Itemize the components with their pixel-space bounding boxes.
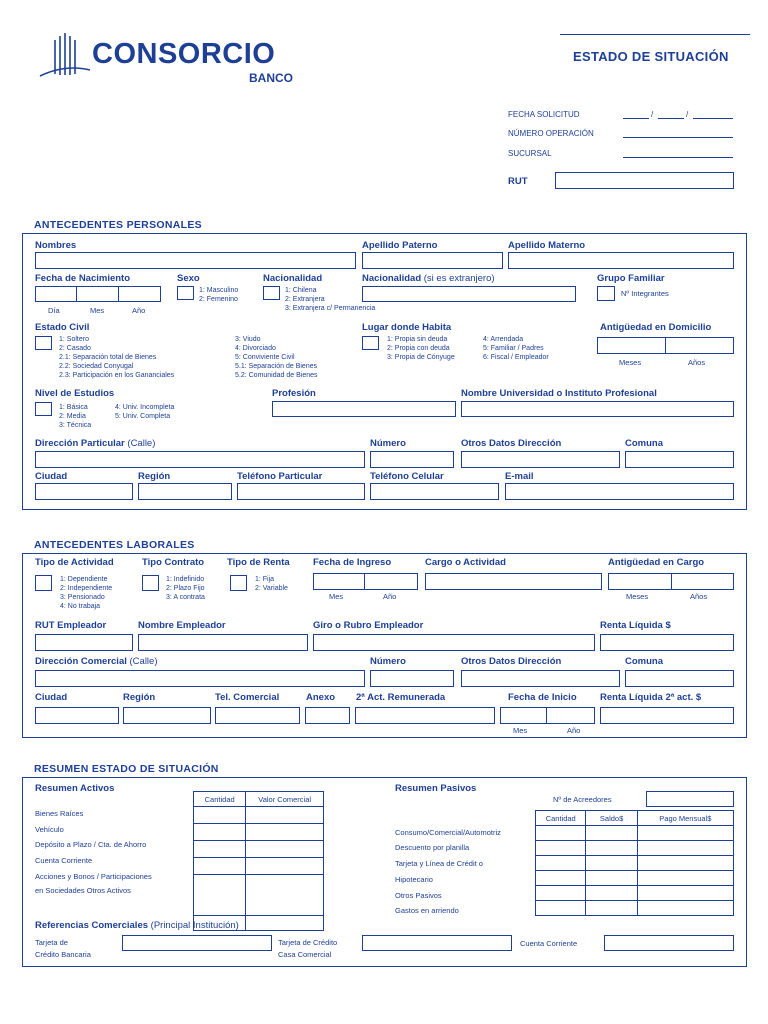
numero-dir-field[interactable] <box>370 451 454 468</box>
giro-label: Giro o Rubro Empleador <box>313 620 424 631</box>
tarjeta-bancaria-field[interactable] <box>122 935 272 951</box>
giro-field[interactable] <box>313 634 595 651</box>
activos-cell[interactable] <box>194 824 246 841</box>
fecha-year-line[interactable] <box>693 118 733 119</box>
tel-particular-label: Teléfono Particular <box>237 471 323 482</box>
apellido-paterno-label: Apellido Paterno <box>362 240 438 251</box>
tipo-actividad-field[interactable] <box>35 575 52 591</box>
nombres-field[interactable] <box>35 252 356 269</box>
universidad-field[interactable] <box>461 401 734 417</box>
cargo-meses-label: Meses <box>626 592 649 601</box>
tel-celular-field[interactable] <box>370 483 499 500</box>
activos-col-valor: Valor Comercial <box>246 792 324 807</box>
nivel-options-1: 1: Básica 2: Media 3: Técnica <box>59 404 92 429</box>
tipo-renta-label: Tipo de Renta <box>227 557 290 568</box>
tipo-actividad-label: Tipo de Actividad <box>35 557 114 568</box>
pasivos-cell[interactable] <box>586 856 637 871</box>
pasivos-cell[interactable] <box>637 856 733 871</box>
tipo-contrato-field[interactable] <box>142 575 159 591</box>
sexo-options: 1: Masculino 2: Femenino <box>199 287 239 303</box>
fecha-sep-2: / <box>686 110 689 119</box>
activos-cell[interactable] <box>246 858 324 875</box>
nivel-options-2: 4: Univ. Incompleta 5: Univ. Completa <box>115 404 175 420</box>
pasivo-descuento: Descuento por planilla <box>395 843 470 852</box>
antig-cargo-label: Antigüedad en Cargo <box>608 557 705 568</box>
dia-label: Día <box>48 306 60 315</box>
fecha-nac-dia-field[interactable] <box>35 286 77 302</box>
cargo-label: Cargo o Actividad <box>425 557 506 568</box>
estado-civil-options-2: 3: Viudo 4: Divorciado 5: Conviviente Civil 5.1: Separación de Bienes 5.2: Comunidad de Bienes <box>235 336 318 379</box>
renta2-field[interactable] <box>600 707 734 724</box>
antig-cargo-meses-field[interactable] <box>608 573 672 590</box>
dir-comercial-field[interactable] <box>35 670 365 687</box>
region-com-field[interactable] <box>123 707 211 724</box>
tel-comercial-label: Tel. Comercial <box>215 692 280 703</box>
cuenta-corriente-field[interactable] <box>604 935 734 951</box>
ingreso-mes-label: Mes <box>329 592 344 601</box>
dir-comercial-label: Dirección Comercial <box>35 656 127 667</box>
antiguedad-meses-field[interactable] <box>597 337 666 354</box>
pasivos-cell[interactable] <box>536 826 586 841</box>
lugar-label: Lugar donde Habita <box>362 322 452 333</box>
antiguedad-anos-field[interactable] <box>665 337 734 354</box>
anexo-field[interactable] <box>305 707 350 724</box>
act2-field[interactable] <box>355 707 495 724</box>
numero-com-field[interactable] <box>370 670 454 687</box>
pasivos-cell[interactable] <box>536 901 586 916</box>
email-field[interactable] <box>505 483 734 500</box>
sucursal-label: SUCURSAL <box>508 149 552 158</box>
activo-otros: en Sociedades Otros Activos <box>35 886 131 895</box>
lugar-options-1: 1: Propia sin deuda 2: Propia con deuda 3: Propia de Cónyuge <box>387 336 455 361</box>
consorcio-logo-icon <box>38 30 93 80</box>
pasivos-cell[interactable] <box>536 841 586 856</box>
activos-cell[interactable] <box>246 875 324 916</box>
estado-civil-options-1: 1: Soltero 2: Casado 2.1: Separación total de Bienes 2.2: Sociedad Conyugal 2.3: Participación en los Gananciales <box>59 336 175 379</box>
cuenta-corriente-label: Cuenta Corriente <box>520 939 578 948</box>
comuna-label: Comuna <box>625 438 663 449</box>
activo-deposito: Depósito a Plazo / Cta. de Ahorro <box>35 840 147 849</box>
pasivos-label: Resumen Pasivos <box>395 783 477 794</box>
dir-comercial-calle-note: (Calle) <box>129 656 158 667</box>
otros-dir-field[interactable] <box>461 451 620 468</box>
region-label: Región <box>138 471 171 482</box>
tarjeta-comercial-label: Tarjeta de Crédito Casa Comercial <box>278 938 338 959</box>
renta-liquida-label: Renta Líquida $ <box>600 620 671 631</box>
nacionalidad-options: 1: Chilena 2: Extranjera 3: Extranjera c/ Permanencia <box>285 287 376 312</box>
activos-cell[interactable] <box>246 841 324 858</box>
referencias-label: Referencias Comerciales <box>35 920 149 931</box>
numero-com-label: Número <box>370 656 406 667</box>
nac-extranjero-field[interactable] <box>362 286 576 302</box>
comuna-field[interactable] <box>625 451 734 468</box>
ciudad-label: Ciudad <box>35 471 68 482</box>
tel-celular-label: Teléfono Celular <box>370 471 444 482</box>
act2-label: 2ª Act. Remunerada <box>356 692 446 703</box>
rut-empleador-field[interactable] <box>35 634 133 651</box>
nivel-estudios-field[interactable] <box>35 402 52 416</box>
pasivo-tarjeta: Tarjeta y Línea de Crédit o <box>395 859 483 868</box>
fecha-inicio-mes-field[interactable] <box>500 707 547 724</box>
fecha-inicio-label: Fecha de Inicio <box>508 692 577 703</box>
grupo-familiar-label: Grupo Familiar <box>597 273 665 284</box>
direccion-calle-note: (Calle) <box>127 438 156 449</box>
activo-bienes-raices: Bienes Raíces <box>35 809 84 818</box>
tarjeta-comercial-field[interactable] <box>362 935 512 951</box>
acreedores-field[interactable] <box>646 791 734 807</box>
fecha-ingreso-ano-field[interactable] <box>364 573 418 590</box>
inicio-mes-label: Mes <box>513 726 528 735</box>
inicio-ano-label: Año <box>567 726 581 735</box>
fecha-ingreso-label: Fecha de Ingreso <box>313 557 392 568</box>
tarjeta-bancaria-label: Tarjeta de Crédito Bancaria <box>35 938 91 959</box>
acreedores-label: Nº de Acreedores <box>553 795 612 804</box>
otros-dir-com-field[interactable] <box>461 670 620 687</box>
numero-dir-label: Número <box>370 438 406 449</box>
renta2-label: Renta Líquida 2ª act. $ <box>600 692 702 703</box>
activos-cell[interactable] <box>194 858 246 875</box>
comuna-com-label: Comuna <box>625 656 663 667</box>
universidad-label: Nombre Universidad o Instituto Profesional <box>461 388 657 399</box>
contrato-options: 1: Indefinido 2: Plazo Fijo 3: A contrata <box>166 576 205 601</box>
fecha-ingreso-mes-field[interactable] <box>313 573 365 590</box>
pasivos-col-cantidad: Cantidad <box>536 811 586 826</box>
meses-label: Meses <box>619 358 642 367</box>
pasivo-otros: Otros Pasivos <box>395 891 442 900</box>
pasivos-cell[interactable] <box>586 826 637 841</box>
ciudad-com-label: Ciudad <box>35 692 68 703</box>
nacionalidad-label: Nacionalidad <box>263 273 323 284</box>
activos-table <box>193 791 324 931</box>
pasivos-cell[interactable] <box>637 886 733 901</box>
activos-cell[interactable] <box>246 824 324 841</box>
activos-label: Resumen Activos <box>35 783 115 794</box>
pasivos-cell[interactable] <box>586 841 637 856</box>
fecha-label: FECHA SOLICITUD <box>508 110 580 119</box>
mes-label: Mes <box>90 306 105 315</box>
activos-cell[interactable] <box>246 916 324 931</box>
otros-dir-label: Otros Datos Dirección <box>461 438 562 449</box>
cargo-anos-label: Años <box>690 592 708 601</box>
integrantes-label: Nº Integrantes <box>621 289 669 298</box>
comuna-com-field[interactable] <box>625 670 734 687</box>
anexo-label: Anexo <box>306 692 336 703</box>
activo-acciones: Acciones y Bonos / Participaciones <box>35 872 152 881</box>
doc-title: ESTADO DE SITUACIÓN <box>573 49 729 64</box>
tipo-contrato-label: Tipo Contrato <box>142 557 205 568</box>
ciudad-field[interactable] <box>35 483 133 500</box>
pasivos-col-pago: Pago Mensual$ <box>637 811 733 826</box>
nombres-label: Nombres <box>35 240 77 251</box>
fecha-nac-mes-field[interactable] <box>76 286 119 302</box>
ingreso-ano-label: Año <box>383 592 397 601</box>
personal-heading: ANTECEDENTES PERSONALES <box>34 219 202 231</box>
rut-field[interactable] <box>555 172 734 189</box>
fecha-sep-1: / <box>651 110 654 119</box>
rut-empleador-label: RUT Empleador <box>35 620 107 631</box>
fecha-day-line[interactable] <box>623 118 649 119</box>
sexo-label: Sexo <box>177 273 200 284</box>
sexo-field[interactable] <box>177 286 194 300</box>
pasivo-consumo: Consumo/Comercial/Automotriz <box>395 828 501 837</box>
antig-cargo-anos-field[interactable] <box>671 573 734 590</box>
profesion-field[interactable] <box>272 401 456 417</box>
nac-extranjero-note: (si es extranjero) <box>423 273 495 284</box>
pasivos-cell[interactable] <box>586 886 637 901</box>
nombre-empleador-label: Nombre Empleador <box>138 620 226 631</box>
ciudad-com-field[interactable] <box>35 707 119 724</box>
renta-liquida-field[interactable] <box>600 634 734 651</box>
lugar-field[interactable] <box>362 336 379 350</box>
direccion-label: Dirección Particular <box>35 438 125 449</box>
estado-civil-label: Estado Civil <box>35 322 90 333</box>
laboral-heading: ANTECEDENTES LABORALES <box>34 539 195 551</box>
nac-extranjero-label: Nacionalidad <box>362 273 422 284</box>
profesion-label: Profesión <box>272 388 316 399</box>
fecha-nac-label: Fecha de Nacimiento <box>35 273 131 284</box>
tel-particular-field[interactable] <box>237 483 365 500</box>
lugar-options-2: 4: Arrendada 5: Familiar / Padres 6: Fiscal / Empleador <box>483 336 549 361</box>
resumen-heading: RESUMEN ESTADO DE SITUACIÓN <box>34 763 219 775</box>
estado-civil-field[interactable] <box>35 336 52 350</box>
activos-cell[interactable] <box>194 875 246 916</box>
otros-dir-com-label: Otros Datos Dirección <box>461 656 562 667</box>
referencias-note: (Principal Institución) <box>150 920 239 931</box>
activo-vehiculo: Vehículo <box>35 825 64 834</box>
activos-col-cantidad: Cantidad <box>194 792 246 807</box>
actividad-options: 1: Dependiente 2: Independiente 3: Pensionado 4: No trabaja <box>60 576 113 610</box>
pasivos-cell[interactable] <box>586 871 637 886</box>
grupo-familiar-field[interactable] <box>597 286 615 301</box>
nacionalidad-field[interactable] <box>263 286 280 300</box>
activos-cell[interactable] <box>194 807 246 824</box>
pasivos-cell[interactable] <box>536 886 586 901</box>
apellido-paterno-field[interactable] <box>362 252 503 269</box>
anos-label: Años <box>688 358 706 367</box>
fecha-month-line[interactable] <box>658 118 684 119</box>
renta-options: 1: Fija 2: Variable <box>255 576 288 592</box>
region-com-label: Región <box>123 692 156 703</box>
nivel-estudios-label: Nivel de Estudios <box>35 388 115 399</box>
pasivo-arriendo: Gastos en arriendo <box>395 906 459 915</box>
ano-label: Año <box>132 306 146 315</box>
tipo-renta-field[interactable] <box>230 575 247 591</box>
apellido-materno-label: Apellido Materno <box>508 240 586 251</box>
pasivos-cell[interactable] <box>536 871 586 886</box>
rut-label: RUT <box>508 176 528 187</box>
pasivos-cell[interactable] <box>586 901 637 916</box>
tel-comercial-field[interactable] <box>215 707 300 724</box>
region-field[interactable] <box>138 483 232 500</box>
pasivos-cell[interactable] <box>536 856 586 871</box>
pasivos-cell[interactable] <box>637 871 733 886</box>
brand-name: CONSORCIO <box>92 38 276 70</box>
activo-cuenta-corriente: Cuenta Corriente <box>35 856 93 865</box>
title-rule <box>560 34 750 35</box>
pasivos-col-saldo: Saldo$ <box>586 811 637 826</box>
cargo-field[interactable] <box>425 573 602 590</box>
pasivos-cell[interactable] <box>637 826 733 841</box>
fecha-inicio-ano-field[interactable] <box>546 707 595 724</box>
activos-cell[interactable] <box>246 807 324 824</box>
activos-cell[interactable] <box>194 841 246 858</box>
pasivos-cell[interactable] <box>637 901 733 916</box>
apellido-materno-field[interactable] <box>508 252 734 269</box>
brand-sub: BANCO <box>249 71 293 85</box>
direccion-field[interactable] <box>35 451 365 468</box>
pasivo-hipotecario: Hipotecario <box>395 875 433 884</box>
nombre-empleador-field[interactable] <box>138 634 308 651</box>
pasivos-cell[interactable] <box>637 841 733 856</box>
antiguedad-domicilio-label: Antigüedad en Domicilio <box>600 322 712 333</box>
numero-label: NÚMERO OPERACIÓN <box>508 129 594 138</box>
email-label: E-mail <box>505 471 534 482</box>
numero-line[interactable] <box>623 137 733 138</box>
fecha-nac-ano-field[interactable] <box>118 286 161 302</box>
sucursal-line[interactable] <box>623 157 733 158</box>
pasivos-table <box>535 810 734 916</box>
